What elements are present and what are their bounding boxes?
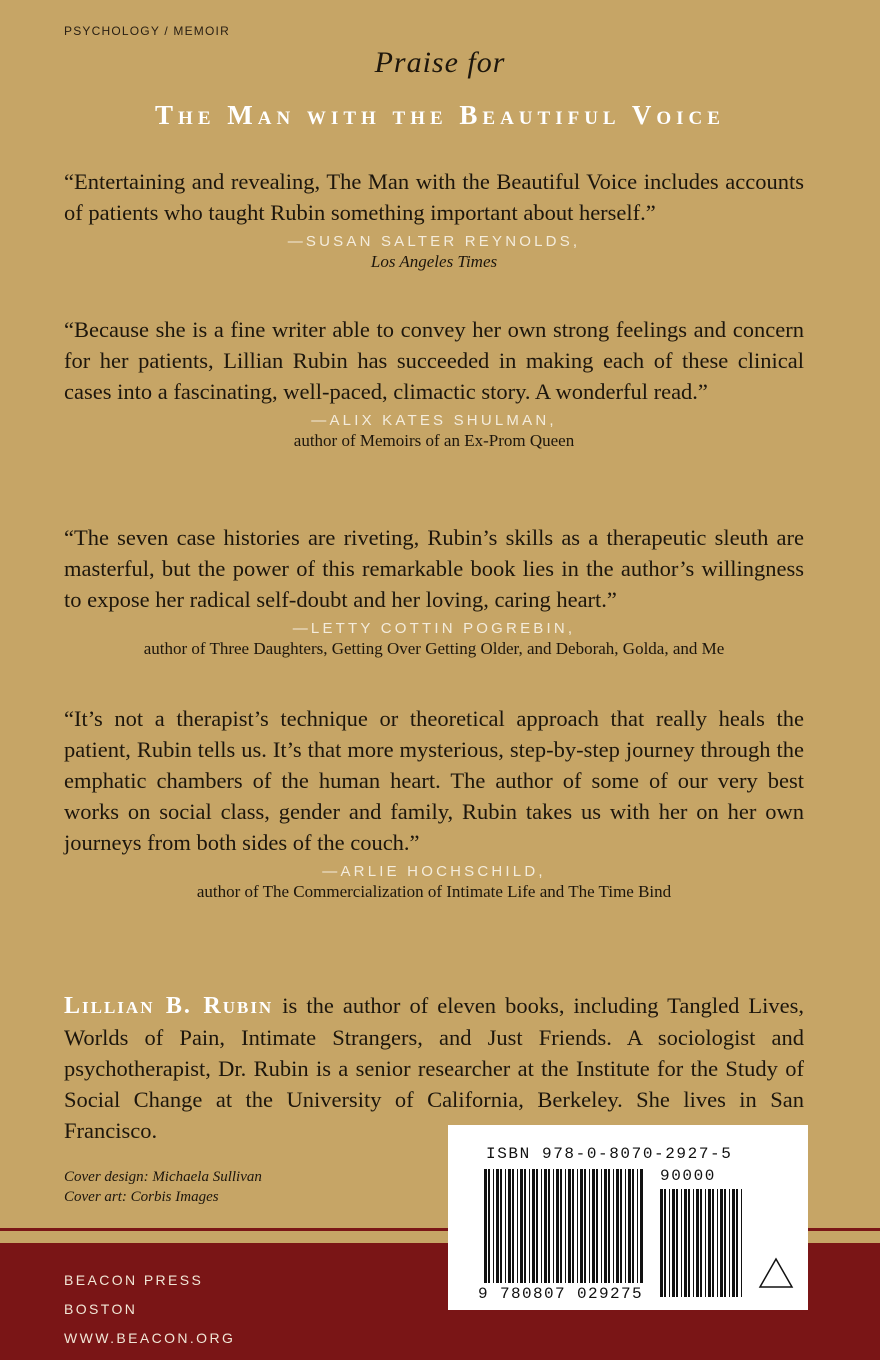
barcode-bar bbox=[512, 1169, 514, 1283]
ean-digits: 9 780807 029275 bbox=[478, 1285, 644, 1303]
barcode-bar bbox=[616, 1169, 619, 1283]
quote-block-2 bbox=[64, 314, 804, 453]
category-label: PSYCHOLOGY / MEMOIR bbox=[64, 24, 230, 38]
quote-text: “Entertaining and revealing, The Man with the Beautiful Voice includes accounts of patients who taught Rubin something important about herself.” bbox=[64, 169, 804, 225]
barcode-bar bbox=[717, 1189, 718, 1297]
barcode-bar bbox=[577, 1169, 578, 1283]
quote-source: author of The Commercialization of Intimate Life and The Time Bind bbox=[196, 882, 672, 901]
cover-design-credit: Cover design: Michaela Sullivan bbox=[64, 1169, 262, 1185]
barcode-bar bbox=[724, 1189, 726, 1297]
quote-text: “Because she is a fine writer able to convey her own strong feelings and concern for her patients, Lillian Rubin has succeeded in making each of these clinical cases into a fascinating, well-paced, climactic story. A wonderful read.” bbox=[64, 317, 804, 404]
author-bio-text: is the author of eleven books, including Tangled Lives, Worlds of Pain, Intimate Strangers, and Just Friends. A sociologist and psychotherapist, Dr. Rubin is a senior researcher at the Institute for the Study of Social Change at the University of California, Berkeley. She lives in San Francisco. bbox=[64, 993, 804, 1143]
barcode-bar bbox=[580, 1169, 583, 1283]
price-code: 90000 bbox=[660, 1167, 717, 1185]
barcode-bar bbox=[608, 1169, 610, 1283]
barcode-bar bbox=[596, 1169, 598, 1283]
barcode-bar bbox=[637, 1169, 638, 1283]
barcode-bar bbox=[640, 1169, 643, 1283]
author-bio bbox=[64, 990, 804, 1146]
barcode-bar bbox=[592, 1169, 595, 1283]
quote-text: “It’s not a therapist’s technique or theoretical approach that really heals the patient, Rubin tells us. It’s that more mysterious, step-by-step journey through the emphatic chambers of the human heart. The author of some of our very best works on social class, gender and family, Rubin takes us with her on her own journeys from both sides of the couch.” bbox=[64, 706, 804, 855]
barcode-bar bbox=[544, 1169, 547, 1283]
quote-block-3 bbox=[64, 522, 804, 661]
barcode-bar bbox=[548, 1169, 550, 1283]
barcode-bar bbox=[676, 1189, 678, 1297]
barcode-bar bbox=[532, 1169, 535, 1283]
quote-author: —ALIX KATES SHULMAN, bbox=[311, 412, 557, 429]
publisher-city: BOSTON bbox=[64, 1301, 138, 1317]
barcode-bar bbox=[700, 1189, 702, 1297]
triangle-icon bbox=[760, 1259, 792, 1287]
praise-heading: Praise for bbox=[374, 46, 506, 79]
ean-barcode-bars bbox=[484, 1169, 643, 1283]
barcode-bar bbox=[729, 1189, 730, 1297]
barcode-bar bbox=[712, 1189, 714, 1297]
barcode-bar bbox=[565, 1169, 566, 1283]
barcode-bar bbox=[741, 1189, 742, 1297]
barcode-bar bbox=[696, 1189, 699, 1297]
barcode-bar bbox=[604, 1169, 607, 1283]
quote-block-1 bbox=[64, 166, 804, 274]
cover-art-credit: Cover art: Corbis Images bbox=[64, 1189, 219, 1205]
barcode-bar bbox=[613, 1169, 614, 1283]
quote-block-4 bbox=[64, 703, 804, 904]
barcode-bar bbox=[488, 1169, 490, 1283]
barcode-bar bbox=[684, 1189, 687, 1297]
barcode-bar bbox=[632, 1169, 634, 1283]
quote-author: —LETTY COTTIN POGREBIN, bbox=[292, 620, 576, 637]
barcode-bar bbox=[496, 1169, 499, 1283]
barcode-bar bbox=[536, 1169, 538, 1283]
barcode-bar bbox=[672, 1189, 675, 1297]
quote-author: —SUSAN SALTER REYNOLDS, bbox=[287, 233, 581, 250]
cover-credits bbox=[64, 1167, 262, 1207]
barcode-bar bbox=[705, 1189, 706, 1297]
isbn-number: ISBN 978-0-8070-2927-5 bbox=[486, 1145, 733, 1163]
barcode-bar bbox=[529, 1169, 530, 1283]
barcode-bar bbox=[553, 1169, 554, 1283]
barcode-bar bbox=[664, 1189, 666, 1297]
quote-source: author of Memoirs of an Ex-Prom Queen bbox=[293, 431, 575, 450]
barcode-bar bbox=[720, 1189, 723, 1297]
barcode-bar bbox=[508, 1169, 511, 1283]
barcode-bar bbox=[560, 1169, 562, 1283]
addon-barcode-bars bbox=[660, 1189, 742, 1297]
barcode-bar bbox=[708, 1189, 711, 1297]
book-title: The Man with the Beautiful Voice bbox=[155, 100, 725, 130]
barcode-bar bbox=[500, 1169, 502, 1283]
barcode-bar bbox=[541, 1169, 542, 1283]
barcode-bar bbox=[589, 1169, 590, 1283]
quote-source: Los Angeles Times bbox=[370, 252, 498, 271]
barcode-bar bbox=[572, 1169, 574, 1283]
barcode-bar bbox=[517, 1169, 518, 1283]
barcode-bar bbox=[556, 1169, 559, 1283]
barcode-bar bbox=[484, 1169, 487, 1283]
barcode-panel bbox=[448, 1125, 808, 1310]
barcode-bar bbox=[568, 1169, 571, 1283]
barcode-bar bbox=[505, 1169, 506, 1283]
barcode-bar bbox=[736, 1189, 738, 1297]
quote-author: —ARLIE HOCHSCHILD, bbox=[322, 863, 546, 880]
publisher-website[interactable]: WWW.BEACON.ORG bbox=[64, 1330, 236, 1346]
barcode-bar bbox=[732, 1189, 735, 1297]
barcode-bar bbox=[493, 1169, 494, 1283]
barcode-bar bbox=[688, 1189, 690, 1297]
publisher-name: BEACON PRESS bbox=[64, 1272, 204, 1288]
barcode-bar bbox=[681, 1189, 682, 1297]
quote-text: “The seven case histories are riveting, Rubin’s skills as a therapeutic sleuth are masterful, but the power of this remarkable book lies in the author’s willingness to expose her radical self-doubt and her loving, caring heart.” bbox=[64, 525, 804, 612]
barcode-bar bbox=[669, 1189, 670, 1297]
quote-source: author of Three Daughters, Getting Over Getting Older, and Deborah, Golda, and Me bbox=[143, 639, 725, 658]
barcode-bar bbox=[601, 1169, 602, 1283]
barcode-bar bbox=[625, 1169, 626, 1283]
barcode-bar bbox=[620, 1169, 622, 1283]
barcode-bar bbox=[628, 1169, 631, 1283]
author-name: Lillian B. Rubin bbox=[64, 993, 274, 1019]
barcode-bar bbox=[693, 1189, 694, 1297]
barcode-bar bbox=[584, 1169, 586, 1283]
publisher-info bbox=[64, 1266, 235, 1353]
barcode-graphic bbox=[448, 1125, 808, 1310]
barcode-bar bbox=[660, 1189, 663, 1297]
barcode-bar bbox=[520, 1169, 523, 1283]
barcode-bar bbox=[524, 1169, 526, 1283]
